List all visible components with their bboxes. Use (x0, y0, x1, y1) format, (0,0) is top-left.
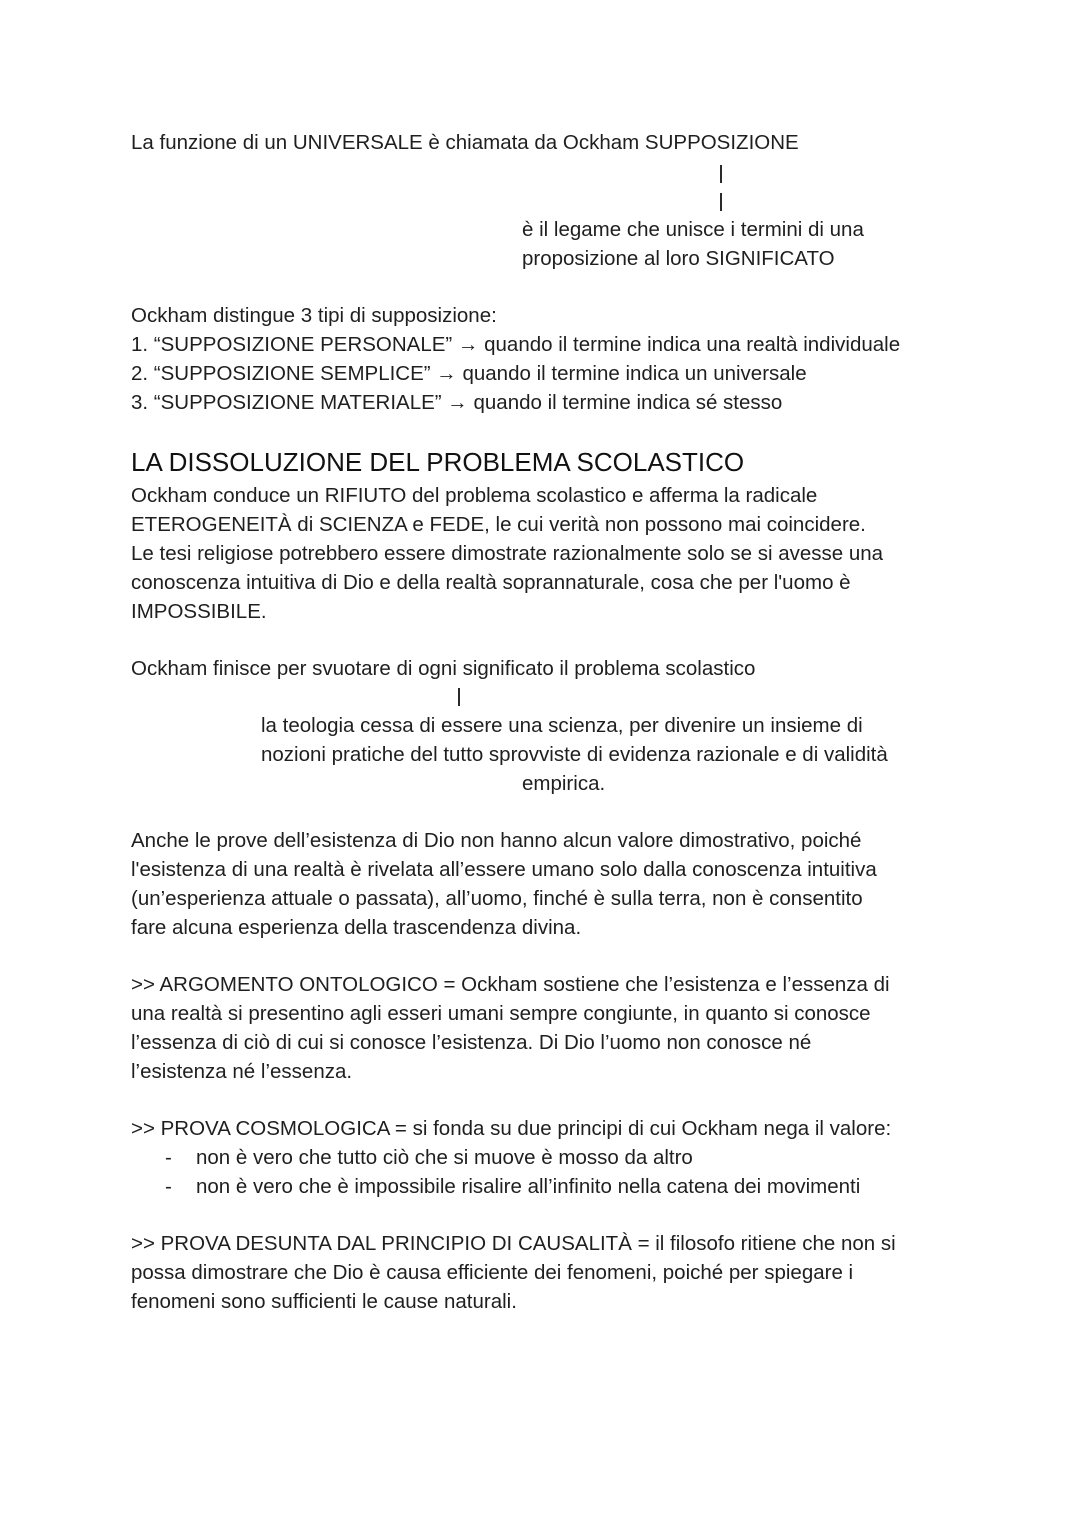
paragraph-line: ETEROGENEITÀ di SCIENZA e FEDE, le cui verità non possono mai coincidere. (131, 513, 866, 536)
supposizione-definition-line: è il legame che unisce i termini di una (522, 218, 864, 241)
paragraph-line: Le tesi religiose potrebbero essere dimostrate razionalmente solo se si avesse una (131, 542, 884, 565)
paragraph-line: >> PROVA DESUNTA DAL PRINCIPIO DI CAUSALITÀ = il filosofo ritiene che non si (131, 1232, 896, 1255)
tipi-intro: Ockham distingue 3 tipi di supposizione: (131, 304, 497, 327)
teologia-line: la teologia cessa di essere una scienza, per divenire un insieme di (261, 714, 863, 737)
paragraph-line: Ockham conduce un RIFIUTO del problema scolastico e afferma la radicale (131, 484, 818, 507)
bullet-item: non è vero che tutto ciò che si muove è mosso da altro (196, 1146, 693, 1169)
tipi-list-item: 1. “SUPPOSIZIONE PERSONALE” → quando il termine indica una realtà individuale (131, 333, 901, 356)
paragraph-line: (un’esperienza attuale o passata), all’uomo, finché è sulla terra, non è consentito (131, 887, 863, 910)
tipi-list-item: 2. “SUPPOSIZIONE SEMPLICE” → quando il termine indica un universale (131, 362, 807, 385)
connector-bar (720, 165, 722, 183)
paragraph-line: Anche le prove dell’esistenza di Dio non hanno alcun valore dimostrativo, poiché (131, 829, 862, 852)
paragraph-line: l'esistenza di una realtà è rivelata all’essere umano solo dalla conoscenza intuitiva (131, 858, 877, 881)
teologia-line: nozioni pratiche del tutto sprovviste di evidenza razionale e di validità (261, 743, 888, 766)
paragraph-line: possa dimostrare che Dio è causa efficiente dei fenomeni, poiché per spiegare i (131, 1261, 854, 1284)
connector-bar (458, 688, 460, 706)
bullet-dash: - (165, 1146, 172, 1169)
paragraph-line: fare alcuna esperienza della trascendenza divina. (131, 916, 582, 939)
paragraph-line: una realtà si presentino agli esseri umani sempre congiunte, in quanto si conosce (131, 1002, 871, 1025)
paragraph-line: l’essenza di ciò di cui si conosce l’esistenza. Di Dio l’uomo non conosce né (131, 1031, 812, 1054)
paragraph-line: conoscenza intuitiva di Dio e della realtà soprannaturale, cosa che per l'uomo è (131, 571, 851, 594)
tipi-list-item: 3. “SUPPOSIZIONE MATERIALE” → quando il termine indica sé stesso (131, 391, 783, 414)
paragraph-line: >> ARGOMENTO ONTOLOGICO = Ockham sostiene che l’esistenza e l’essenza di (131, 973, 890, 996)
svuotare-line: Ockham finisce per svuotare di ogni significato il problema scolastico (131, 657, 756, 680)
bullet-item: non è vero che è impossibile risalire all’infinito nella catena dei movimenti (196, 1175, 861, 1198)
paragraph-line: IMPOSSIBILE. (131, 600, 267, 623)
bullet-dash: - (165, 1175, 172, 1198)
section-heading: LA DISSOLUZIONE DEL PROBLEMA SCOLASTICO (131, 447, 745, 477)
teologia-line: empirica. (522, 772, 606, 795)
cosmologica-intro: >> PROVA COSMOLOGICA = si fonda su due principi di cui Ockham nega il valore: (131, 1117, 892, 1140)
supposizione-intro: La funzione di un UNIVERSALE è chiamata da Ockham SUPPOSIZIONE (131, 131, 799, 154)
supposizione-definition-line: proposizione al loro SIGNIFICATO (522, 247, 835, 270)
paragraph-line: l’esistenza né l’essenza. (131, 1060, 353, 1083)
connector-bar (720, 193, 722, 211)
paragraph-line: fenomeni sono sufficienti le cause naturali. (131, 1290, 517, 1313)
